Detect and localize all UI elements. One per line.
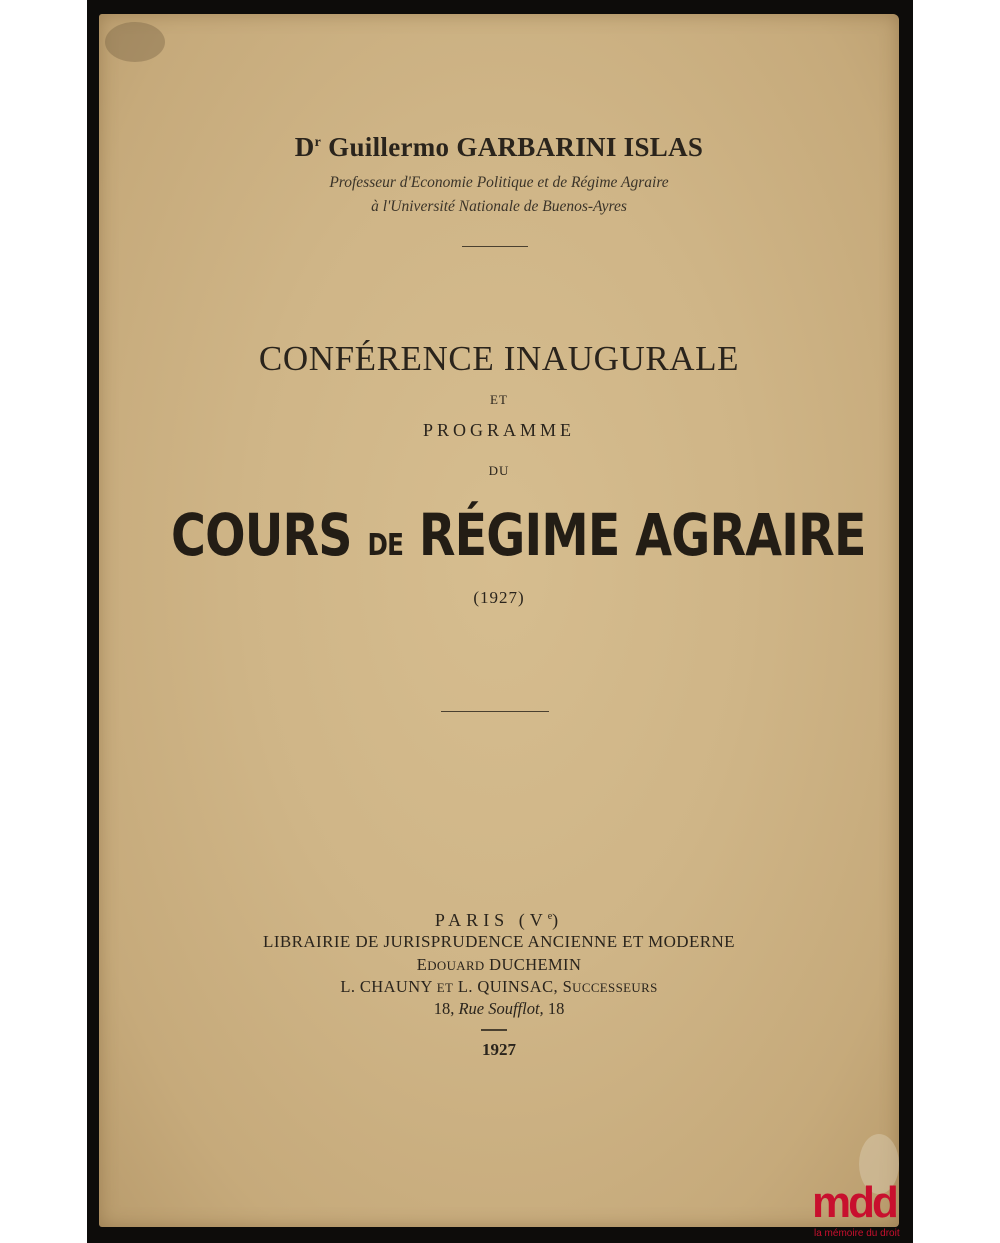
publisher-city <box>99 910 899 931</box>
mdd-logo-mark: mdd <box>812 1178 896 1227</box>
publication-year: 1927 <box>482 1040 516 1059</box>
title-et: ET <box>490 392 508 407</box>
main-title-regime: RÉGIME AGRAIRE <box>418 501 866 569</box>
publisher-successors: L. CHAUNY ET L. QUINSAC, SUCCESSEURS <box>340 977 658 996</box>
author-name: Guillermo GARBARINI ISLAS <box>328 132 704 162</box>
title-du: DU <box>488 463 510 478</box>
mdd-logo <box>812 1178 912 1243</box>
main-title-cours: COURS <box>171 501 352 569</box>
publisher-edouard: EDOUARD DUCHEMIN <box>416 955 582 974</box>
publisher-city-district: (Ve) <box>518 910 564 930</box>
main-title <box>171 501 866 569</box>
title-conference: CONFÉRENCE INAUGURALE <box>258 339 740 378</box>
cover-wear-mark <box>105 22 165 62</box>
title-programme: PROGRAMME <box>422 420 576 440</box>
publisher-name: LIBRAIRIE DE JURISPRUDENCE ANCIENNE ET MODERNE <box>263 932 735 951</box>
book-cover <box>99 14 899 1227</box>
publisher-address: 18, Rue Soufflot, 18 <box>433 999 565 1018</box>
author-prefix: D <box>294 132 315 162</box>
main-title-de: DE <box>367 528 404 563</box>
divider-rule <box>441 711 549 712</box>
title-year: (1927) <box>473 588 525 607</box>
author-prefix-sup: r <box>314 135 322 150</box>
mdd-logo-subtitle: la mémoire du droit <box>814 1228 900 1239</box>
affiliation-line-1: Professeur d'Economie Politique et de Régime Agraire <box>329 174 669 191</box>
divider-rule <box>481 1029 507 1031</box>
publisher-city-name: PARIS <box>434 910 510 930</box>
affiliation-line-2: à l'Université Nationale de Buenos-Ayres <box>371 198 627 215</box>
author-line <box>99 132 899 163</box>
divider-rule <box>462 246 528 247</box>
